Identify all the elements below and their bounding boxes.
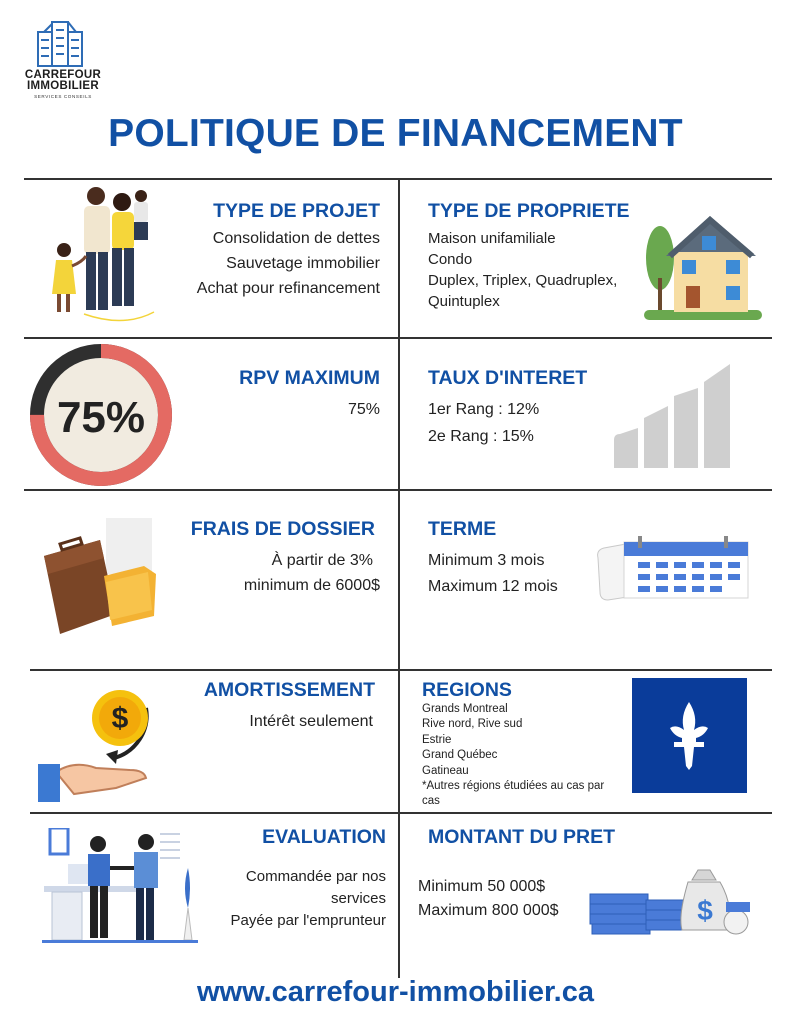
type-projet-line-3: Achat pour refinancement	[196, 280, 380, 297]
quebec-flag-icon	[632, 678, 747, 793]
rising-bars-icon	[612, 362, 736, 470]
regions-heading: REGIONS	[422, 679, 512, 701]
montant-line-2: Maximum 800 000$	[418, 902, 559, 919]
type-projet-line-1: Consolidation de dettes	[212, 230, 380, 247]
taux-line-1: 1er Rang : 12%	[428, 401, 540, 418]
regions-line-2: Rive nord, Rive sud	[422, 718, 523, 730]
page-title: POLITIQUE DE FINANCEMENT	[108, 112, 683, 155]
type-propriete-line-1: Maison unifamiliale	[428, 230, 556, 247]
bag-symbol: $	[697, 895, 713, 926]
evaluation-line-3: Payée par l'emprunteur	[230, 912, 386, 929]
money-bag-icon	[588, 866, 752, 936]
type-projet-line-2: Sauvetage immobilier	[226, 255, 380, 272]
logo-name-line1: CARREFOUR	[24, 69, 102, 81]
evaluation-line-1: Commandée par nos	[245, 868, 386, 885]
regions-line-5: Gatineau	[422, 765, 469, 777]
divider-row4	[30, 812, 772, 814]
frais-line-1: À partir de 3%	[271, 552, 373, 569]
type-propriete-line-2: Condo	[428, 251, 473, 268]
regions-line-1: Grands Montreal	[422, 703, 508, 715]
logo-name-line2: IMMOBILIER	[27, 80, 99, 92]
regions-line-3: Estrie	[422, 734, 452, 746]
regions-line-7: cas	[422, 795, 440, 807]
terme-heading: TERME	[428, 518, 497, 540]
frais-heading: FRAIS DE DOSSIER	[190, 518, 375, 540]
type-propriete-line-3: Duplex, Triplex, Quadruplex,	[428, 272, 618, 289]
type-propriete-line-4: Quintuplex	[428, 293, 500, 310]
divider-row3	[30, 669, 772, 671]
family-illustration	[44, 182, 164, 332]
rpv-heading: RPV MAXIMUM	[239, 367, 380, 389]
montant-line-1: Minimum 50 000$	[418, 878, 546, 895]
rpv-value: 75%	[347, 401, 380, 418]
hand-coin-icon	[34, 678, 160, 804]
briefcase-folder-icon	[40, 516, 162, 640]
montant-heading: MONTANT DU PRET	[428, 826, 616, 848]
rpv-gauge-label: 75%	[56, 393, 146, 442]
calendar-icon	[594, 536, 752, 602]
terme-line-1: Minimum 3 mois	[428, 552, 545, 569]
handshake-office-illustration	[42, 828, 198, 948]
frais-line-2: minimum de 6000$	[243, 577, 380, 594]
coin-symbol: $	[111, 702, 129, 735]
regions-line-6: *Autres régions étudiées au cas par	[422, 780, 605, 792]
type-projet-heading: TYPE DE PROJET	[213, 200, 380, 222]
type-propriete-heading: TYPE DE PROPRIETE	[428, 200, 630, 222]
divider-vertical	[398, 178, 400, 978]
taux-line-2: 2e Rang : 15%	[428, 428, 534, 445]
website-url[interactable]: www.carrefour-immobilier.ca	[197, 976, 594, 1008]
terme-line-2: Maximum 12 mois	[428, 578, 558, 595]
evaluation-heading: EVALUATION	[262, 826, 386, 848]
buildings-logo-icon	[8, 18, 118, 68]
rpv-gauge	[28, 342, 174, 488]
company-logo	[8, 18, 118, 102]
regions-line-4: Grand Québec	[422, 749, 498, 761]
logo-tagline: SERVICES CONSEILS	[34, 94, 92, 99]
taux-heading: TAUX D'INTERET	[428, 367, 588, 389]
house-icon	[644, 208, 764, 324]
amortissement-heading: AMORTISSEMENT	[203, 679, 375, 701]
evaluation-line-2: services	[330, 890, 386, 907]
amortissement-line-1: Intérêt seulement	[249, 713, 373, 730]
